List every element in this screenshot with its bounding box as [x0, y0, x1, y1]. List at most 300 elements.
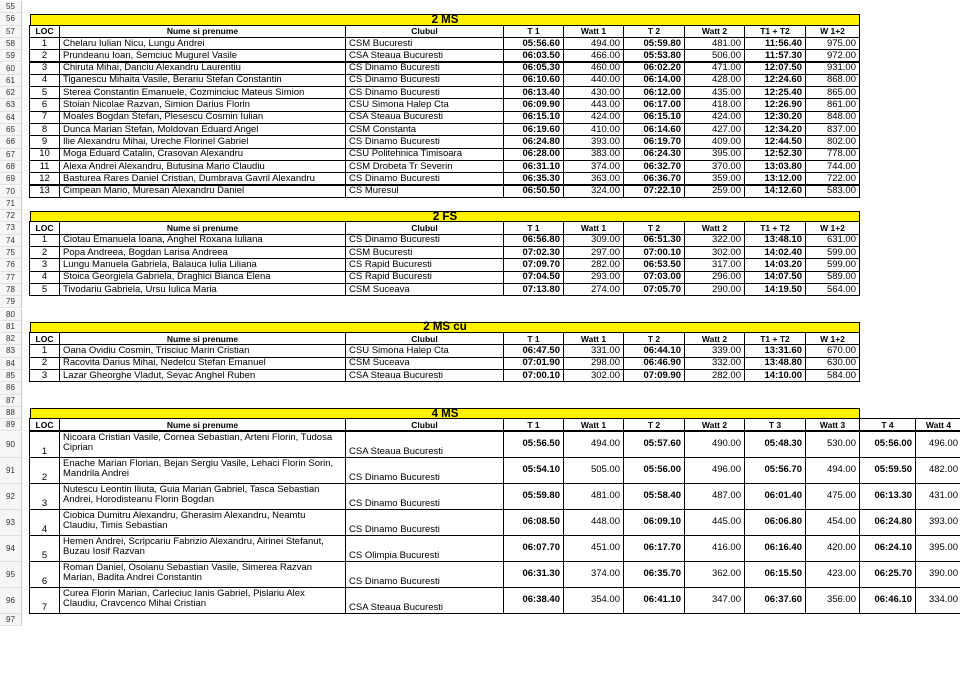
result-cell-t1: 06:03.50 [503, 49, 564, 62]
result-cell-t2: 06:41.10 [623, 587, 685, 614]
row-number[interactable]: 77 [0, 272, 22, 284]
athlete-names-cell: Chelaru Iulian Nicu, Lungu Andrei [59, 37, 346, 50]
column-header-watt1: Watt 1 [563, 25, 624, 38]
row-number[interactable]: 55 [0, 1, 22, 13]
result-cell-t1: 06:19.60 [503, 123, 564, 136]
place-cell: 7 [29, 587, 60, 614]
column-header-t1: T 1 [503, 418, 564, 431]
result-cell-t3: 05:56.70 [744, 457, 806, 484]
row-number[interactable]: 63 [0, 99, 22, 111]
column-header-t1: T 1 [503, 25, 564, 38]
athlete-names-cell: Nutescu Leontin Iliuta, Guia Marian Gabriel, Tasca Sebastian Andrei, Horodisteanu Florin Bogdan [59, 483, 346, 510]
row-number[interactable]: 78 [0, 284, 22, 296]
place-cell: 1 [29, 37, 60, 50]
row-number[interactable]: 58 [0, 38, 22, 50]
row-number[interactable]: 87 [0, 395, 22, 407]
result-cell-t1: 06:15.10 [503, 111, 564, 124]
place-cell: 8 [29, 123, 60, 136]
result-cell-watt2: 322.00 [684, 234, 745, 247]
row-number[interactable]: 89 [0, 419, 22, 431]
result-cell-watt2: 395.00 [684, 148, 745, 161]
result-cell-watt2: 481.00 [684, 37, 745, 50]
result-cell-w12: 931.00 [805, 62, 860, 75]
section-title: 2 MS cu [30, 322, 860, 333]
athlete-names-cell: Roman Daniel, Osoianu Sebastian Vasile, Simerea Razvan Marian, Badita Andrei Constantin [59, 561, 346, 588]
club-cell: CSM Constanta [345, 123, 504, 136]
athlete-names-cell: Moales Bogdan Stefan, Plesescu Cosmin Iulian [59, 111, 346, 124]
result-cell-t1: 06:31.10 [503, 160, 564, 173]
result-cell-t1: 06:05.30 [503, 62, 564, 75]
result-cell-t1t2: 13:12.00 [744, 172, 806, 185]
column-header-name: Nume si prenume [59, 332, 346, 345]
result-cell-watt3: 454.00 [805, 509, 860, 536]
result-cell-t2: 06:17.70 [623, 535, 685, 562]
place-cell: 4 [29, 271, 60, 284]
result-cell-watt1: 410.00 [563, 123, 624, 136]
result-cell-watt1: 460.00 [563, 62, 624, 75]
result-cell-t2: 06:15.10 [623, 111, 685, 124]
result-cell-watt2: 506.00 [684, 49, 745, 62]
club-cell: CS Dinamo Bucuresti [345, 234, 504, 247]
place-cell: 10 [29, 148, 60, 161]
result-cell-watt1: 374.00 [563, 160, 624, 173]
place-cell: 13 [29, 185, 60, 198]
result-cell-watt2: 332.00 [684, 357, 745, 370]
result-cell-t1t2: 12:26.90 [744, 98, 806, 111]
row-number[interactable]: 67 [0, 149, 22, 161]
athlete-names-cell: Popa Andreea, Bogdan Larisa Andreea [59, 246, 346, 259]
result-cell-t2: 07:00.10 [623, 246, 685, 259]
result-cell-w12: 589.00 [805, 271, 860, 284]
athlete-names-cell: Moga Eduard Catalin, Crasovan Alexandru [59, 148, 346, 161]
row-number[interactable]: 84 [0, 358, 22, 370]
result-cell-t2: 07:03.00 [623, 271, 685, 284]
athlete-names-cell: Ilie Alexandru Mihai, Ureche Florinel Gabriel [59, 135, 346, 148]
result-cell-watt1: 297.00 [563, 246, 624, 259]
result-cell-t3: 06:01.40 [744, 483, 806, 510]
row-number[interactable]: 97 [0, 614, 22, 626]
athlete-names-cell: Racovita Darius Mihai, Nedelcu Stefan Emanuel [59, 357, 346, 370]
result-cell-t1t2: 12:25.40 [744, 86, 806, 99]
result-cell-watt2: 282.00 [684, 369, 745, 382]
row-number[interactable]: 94 [0, 536, 22, 562]
result-cell-w12: 630.00 [805, 357, 860, 370]
column-header-watt2: Watt 2 [684, 418, 745, 431]
result-cell-watt2: 409.00 [684, 135, 745, 148]
result-cell-watt1: 494.00 [563, 37, 624, 50]
row-number[interactable]: 68 [0, 161, 22, 173]
row-number[interactable]: 71 [0, 198, 22, 210]
place-cell: 1 [29, 344, 60, 357]
result-cell-watt4: 431.00 [915, 483, 960, 510]
column-header-watt1: Watt 1 [563, 332, 624, 345]
column-header-t3: T 3 [744, 418, 806, 431]
result-cell-watt1: 309.00 [563, 234, 624, 247]
row-number[interactable]: 85 [0, 370, 22, 382]
result-cell-w12: 722.00 [805, 172, 860, 185]
row-number[interactable]: 72 [0, 210, 22, 222]
athlete-names-cell: Sterea Constantin Emanuele, Cozminciuc Mateus Simion [59, 86, 346, 99]
row-number[interactable]: 93 [0, 510, 22, 536]
result-cell-watt1: 440.00 [563, 74, 624, 87]
column-header-watt3: Watt 3 [805, 418, 860, 431]
result-cell-t1t2: 12:52.30 [744, 148, 806, 161]
column-header-w12: W 1+2 [805, 221, 860, 234]
result-cell-w12: 778.00 [805, 148, 860, 161]
athlete-names-cell: Cimpean Mario, Muresan Alexandru Daniel [59, 185, 346, 198]
place-cell: 11 [29, 160, 60, 173]
row-number[interactable]: 75 [0, 247, 22, 259]
row-number[interactable]: 82 [0, 333, 22, 345]
result-cell-t1t2: 12:30.20 [744, 111, 806, 124]
result-cell-t1: 06:56.80 [503, 234, 564, 247]
result-cell-t1: 06:24.80 [503, 135, 564, 148]
column-header-watt2: Watt 2 [684, 25, 745, 38]
result-cell-watt1: 505.00 [563, 457, 624, 484]
result-cell-w12: 744.00 [805, 160, 860, 173]
row-number[interactable]: 60 [0, 63, 22, 75]
row-number[interactable]: 86 [0, 382, 22, 394]
result-cell-watt3: 530.00 [805, 431, 860, 458]
row-number[interactable]: 66 [0, 136, 22, 148]
result-cell-watt1: 293.00 [563, 271, 624, 284]
place-cell: 3 [29, 62, 60, 75]
section-title: 2 MS [30, 14, 860, 25]
club-cell: CS Rapid Bucuresti [345, 258, 504, 271]
row-number[interactable]: 65 [0, 124, 22, 136]
row-number[interactable]: 61 [0, 75, 22, 87]
result-cell-t1: 06:28.00 [503, 148, 564, 161]
result-cell-t1t2: 12:44.50 [744, 135, 806, 148]
result-cell-watt4: 482.00 [915, 457, 960, 484]
result-cell-t4: 05:59.50 [859, 457, 916, 484]
club-cell: CSM Bucuresti [345, 37, 504, 50]
section-title: 4 MS [30, 408, 860, 419]
athlete-names-cell: Enache Marian Florian, Bejan Sergiu Vasile, Lehaci Florin Sorin, Mandrila Andrei [59, 457, 346, 484]
row-number[interactable]: 74 [0, 235, 22, 247]
athlete-names-cell: Nicoara Cristian Vasile, Cornea Sebastian, Arteni Florin, Tudosa Ciprian [59, 431, 346, 458]
row-number[interactable]: 73 [0, 222, 22, 234]
row-number[interactable]: 81 [0, 321, 22, 333]
athlete-names-cell: Oana Ovidiu Cosmin, Trisciuc Marin Cristian [59, 344, 346, 357]
result-cell-watt3: 494.00 [805, 457, 860, 484]
row-number[interactable]: 56 [0, 13, 22, 25]
result-cell-t1: 07:00.10 [503, 369, 564, 382]
club-cell: CSA Steaua Bucuresti [345, 369, 504, 382]
column-header-club: Clubul [345, 221, 504, 234]
result-cell-w12: 975.00 [805, 37, 860, 50]
row-number[interactable]: 69 [0, 173, 22, 185]
result-cell-watt1: 374.00 [563, 561, 624, 588]
athlete-names-cell: Hemen Andrei, Scripcariu Fabrizio Alexandru, Airinei Stefanut, Buzau Iosif Razvan [59, 535, 346, 562]
place-cell: 5 [29, 86, 60, 99]
club-cell: CS Dinamo Bucuresti [345, 483, 504, 510]
result-cell-watt2: 296.00 [684, 271, 745, 284]
result-cell-w12: 564.00 [805, 283, 860, 296]
club-cell: CS Dinamo Bucuresti [345, 135, 504, 148]
club-cell: CSM Suceava [345, 357, 504, 370]
place-cell: 5 [29, 283, 60, 296]
result-cell-watt4: 395.00 [915, 535, 960, 562]
result-cell-watt2: 427.00 [684, 123, 745, 136]
result-cell-t2: 07:22.10 [623, 185, 685, 198]
result-cell-t1t2: 12:07.50 [744, 62, 806, 75]
athlete-names-cell: Tiganescu Mihaita Vasile, Berariu Stefan Constantin [59, 74, 346, 87]
result-cell-watt2: 416.00 [684, 535, 745, 562]
column-header-t1t2: T1 + T2 [744, 332, 806, 345]
club-cell: CS Olimpia Bucuresti [345, 535, 504, 562]
result-cell-t1t2: 11:57.30 [744, 49, 806, 62]
club-cell: CS Dinamo Bucuresti [345, 74, 504, 87]
athlete-names-cell: Tivodariu Gabriela, Ursu Iulica Maria [59, 283, 346, 296]
result-cell-watt1: 331.00 [563, 344, 624, 357]
place-cell: 2 [29, 49, 60, 62]
result-cell-watt1: 466.00 [563, 49, 624, 62]
result-cell-t2: 05:58.40 [623, 483, 685, 510]
result-cell-t1: 07:04.50 [503, 271, 564, 284]
club-cell: CSA Steaua Bucuresti [345, 587, 504, 614]
result-cell-t1: 05:56.50 [503, 431, 564, 458]
column-header-club: Clubul [345, 332, 504, 345]
row-number[interactable]: 90 [0, 432, 22, 458]
place-cell: 5 [29, 535, 60, 562]
result-cell-watt2: 370.00 [684, 160, 745, 173]
result-cell-watt3: 475.00 [805, 483, 860, 510]
club-cell: CSM Suceava [345, 283, 504, 296]
result-cell-t2: 06:09.10 [623, 509, 685, 536]
column-header-loc: LOC [29, 221, 60, 234]
place-cell: 3 [29, 369, 60, 382]
result-cell-watt2: 428.00 [684, 74, 745, 87]
result-cell-t1t2: 11:56.40 [744, 37, 806, 50]
place-cell: 1 [29, 431, 60, 458]
row-number[interactable]: 62 [0, 87, 22, 99]
result-cell-watt2: 487.00 [684, 483, 745, 510]
club-cell: CS Muresul [345, 185, 504, 198]
place-cell: 2 [29, 246, 60, 259]
column-header-loc: LOC [29, 25, 60, 38]
result-cell-w12: 972.00 [805, 49, 860, 62]
column-header-watt2: Watt 2 [684, 332, 745, 345]
row-number[interactable]: 57 [0, 26, 22, 38]
result-cell-watt4: 390.00 [915, 561, 960, 588]
result-cell-t4: 06:46.10 [859, 587, 916, 614]
club-cell: CS Dinamo Bucuresti [345, 62, 504, 75]
result-cell-t1: 05:54.10 [503, 457, 564, 484]
result-cell-t3: 06:06.80 [744, 509, 806, 536]
result-cell-watt2: 302.00 [684, 246, 745, 259]
result-cell-watt2: 445.00 [684, 509, 745, 536]
row-number[interactable]: 95 [0, 562, 22, 588]
result-cell-w12: 599.00 [805, 258, 860, 271]
result-cell-t2: 06:44.10 [623, 344, 685, 357]
result-cell-watt2: 339.00 [684, 344, 745, 357]
result-cell-t1t2: 12:34.20 [744, 123, 806, 136]
club-cell: CS Dinamo Bucuresti [345, 457, 504, 484]
club-cell: CS Dinamo Bucuresti [345, 172, 504, 185]
row-number[interactable]: 80 [0, 309, 22, 321]
column-header-t1t2: T1 + T2 [744, 221, 806, 234]
column-header-watt2: Watt 2 [684, 221, 745, 234]
result-cell-w12: 599.00 [805, 246, 860, 259]
column-header-w12: W 1+2 [805, 25, 860, 38]
result-cell-t2: 06:14.00 [623, 74, 685, 87]
result-cell-watt2: 362.00 [684, 561, 745, 588]
row-number[interactable]: 76 [0, 259, 22, 271]
result-cell-t2: 07:05.70 [623, 283, 685, 296]
result-cell-w12: 848.00 [805, 111, 860, 124]
result-cell-watt2: 424.00 [684, 111, 745, 124]
result-cell-watt2: 471.00 [684, 62, 745, 75]
column-header-name: Nume si prenume [59, 221, 346, 234]
result-cell-t3: 05:48.30 [744, 431, 806, 458]
result-cell-watt1: 274.00 [563, 283, 624, 296]
result-cell-t2: 06:14.60 [623, 123, 685, 136]
place-cell: 4 [29, 509, 60, 536]
result-cell-watt1: 494.00 [563, 431, 624, 458]
result-cell-t4: 06:24.10 [859, 535, 916, 562]
result-cell-watt3: 423.00 [805, 561, 860, 588]
result-cell-t1: 06:31.30 [503, 561, 564, 588]
result-cell-watt2: 290.00 [684, 283, 745, 296]
club-cell: CSM Drobeta Tr Severin [345, 160, 504, 173]
column-header-t2: T 2 [623, 25, 685, 38]
result-cell-watt4: 393.00 [915, 509, 960, 536]
result-cell-watt2: 259.00 [684, 185, 745, 198]
result-cell-t3: 06:37.60 [744, 587, 806, 614]
place-cell: 7 [29, 111, 60, 124]
place-cell: 2 [29, 357, 60, 370]
column-header-t1: T 1 [503, 221, 564, 234]
result-cell-t2: 06:19.70 [623, 135, 685, 148]
athlete-names-cell: Prundeanu Ioan, Semciuc Mugurel Vasile [59, 49, 346, 62]
athlete-names-cell: Stoica Georgiela Gabriela, Draghici Bianca Elena [59, 271, 346, 284]
result-cell-watt3: 356.00 [805, 587, 860, 614]
result-cell-watt1: 443.00 [563, 98, 624, 111]
result-cell-t2: 06:53.50 [623, 258, 685, 271]
result-cell-t2: 06:24.30 [623, 148, 685, 161]
row-number[interactable]: 88 [0, 407, 22, 419]
place-cell: 3 [29, 483, 60, 510]
column-header-t2: T 2 [623, 418, 685, 431]
athlete-names-cell: Chiruta Mihai, Danciu Alexandru Laurentiu [59, 62, 346, 75]
club-cell: CS Dinamo Bucuresti [345, 509, 504, 536]
result-cell-w12: 670.00 [805, 344, 860, 357]
row-number[interactable]: 91 [0, 458, 22, 484]
result-cell-watt1: 383.00 [563, 148, 624, 161]
result-cell-t1: 06:13.40 [503, 86, 564, 99]
result-cell-t1t2: 14:19.50 [744, 283, 806, 296]
place-cell: 2 [29, 457, 60, 484]
row-number[interactable]: 59 [0, 50, 22, 62]
place-cell: 4 [29, 74, 60, 87]
result-cell-watt1: 448.00 [563, 509, 624, 536]
result-cell-watt1: 298.00 [563, 357, 624, 370]
result-cell-watt1: 282.00 [563, 258, 624, 271]
place-cell: 6 [29, 98, 60, 111]
result-cell-watt1: 451.00 [563, 535, 624, 562]
result-cell-watt4: 496.00 [915, 431, 960, 458]
column-header-watt1: Watt 1 [563, 418, 624, 431]
club-cell: CSA Steaua Bucuresti [345, 49, 504, 62]
result-cell-t4: 05:56.00 [859, 431, 916, 458]
result-cell-t1: 06:08.50 [503, 509, 564, 536]
column-header-name: Nume si prenume [59, 25, 346, 38]
column-header-name: Nume si prenume [59, 418, 346, 431]
column-header-t2: T 2 [623, 221, 685, 234]
result-cell-t1t2: 13:48.80 [744, 357, 806, 370]
row-number[interactable]: 92 [0, 484, 22, 510]
result-cell-t2: 07:09.90 [623, 369, 685, 382]
column-header-club: Clubul [345, 418, 504, 431]
result-cell-t1t2: 13:31.60 [744, 344, 806, 357]
result-cell-t2: 05:53.80 [623, 49, 685, 62]
column-header-loc: LOC [29, 332, 60, 345]
result-cell-t4: 06:25.70 [859, 561, 916, 588]
result-cell-t2: 06:02.20 [623, 62, 685, 75]
result-cell-t2: 06:36.70 [623, 172, 685, 185]
column-header-watt4: Watt 4 [915, 418, 960, 431]
row-number[interactable]: 83 [0, 345, 22, 357]
result-cell-t2: 06:46.90 [623, 357, 685, 370]
row-number[interactable]: 96 [0, 588, 22, 614]
place-cell: 1 [29, 234, 60, 247]
result-cell-watt4: 334.00 [915, 587, 960, 614]
club-cell: CS Dinamo Bucuresti [345, 86, 504, 99]
result-cell-watt1: 302.00 [563, 369, 624, 382]
row-number[interactable]: 64 [0, 112, 22, 124]
result-cell-w12: 584.00 [805, 369, 860, 382]
place-cell: 12 [29, 172, 60, 185]
result-cell-t1t2: 14:07.50 [744, 271, 806, 284]
result-cell-t2: 06:32.70 [623, 160, 685, 173]
result-cell-watt2: 359.00 [684, 172, 745, 185]
result-cell-watt2: 490.00 [684, 431, 745, 458]
column-header-t1t2: T1 + T2 [744, 25, 806, 38]
athlete-names-cell: Alexa Andrei Alexandru, Butusina Mario Claudiu [59, 160, 346, 173]
result-cell-watt2: 496.00 [684, 457, 745, 484]
column-header-t1: T 1 [503, 332, 564, 345]
athlete-names-cell: Curea Florin Marian, Carleciuc Ianis Gabriel, Pislariu Alex Claudiu, Cravcenco Mihai Cristian [59, 587, 346, 614]
column-header-w12: W 1+2 [805, 332, 860, 345]
place-cell: 6 [29, 561, 60, 588]
athlete-names-cell: Lazar Gheorghe Vladut, Sevac Anghel Ruben [59, 369, 346, 382]
row-number[interactable]: 70 [0, 186, 22, 198]
section-title: 2 FS [30, 211, 860, 222]
result-cell-t1: 07:13.80 [503, 283, 564, 296]
place-cell: 3 [29, 258, 60, 271]
result-cell-t1: 06:35.30 [503, 172, 564, 185]
result-cell-t1: 07:09.70 [503, 258, 564, 271]
result-cell-w12: 802.00 [805, 135, 860, 148]
result-cell-watt2: 418.00 [684, 98, 745, 111]
athlete-names-cell: Ciotau Emanuela Ioana, Anghel Roxana Iuliana [59, 234, 346, 247]
result-cell-watt3: 420.00 [805, 535, 860, 562]
result-cell-watt2: 317.00 [684, 258, 745, 271]
result-cell-watt1: 481.00 [563, 483, 624, 510]
result-cell-t1: 06:47.50 [503, 344, 564, 357]
athlete-names-cell: Ciobica Dumitru Alexandru, Gherasim Alexandru, Neamtu Claudiu, Timis Sebastian [59, 509, 346, 536]
column-header-t4: T 4 [859, 418, 916, 431]
row-number[interactable]: 79 [0, 296, 22, 308]
result-cell-t1t2: 13:03.80 [744, 160, 806, 173]
column-header-club: Clubul [345, 25, 504, 38]
club-cell: CSU Politehnica Timisoara [345, 148, 504, 161]
result-cell-t1t2: 14:10.00 [744, 369, 806, 382]
result-cell-watt1: 424.00 [563, 111, 624, 124]
result-cell-w12: 631.00 [805, 234, 860, 247]
result-cell-w12: 837.00 [805, 123, 860, 136]
